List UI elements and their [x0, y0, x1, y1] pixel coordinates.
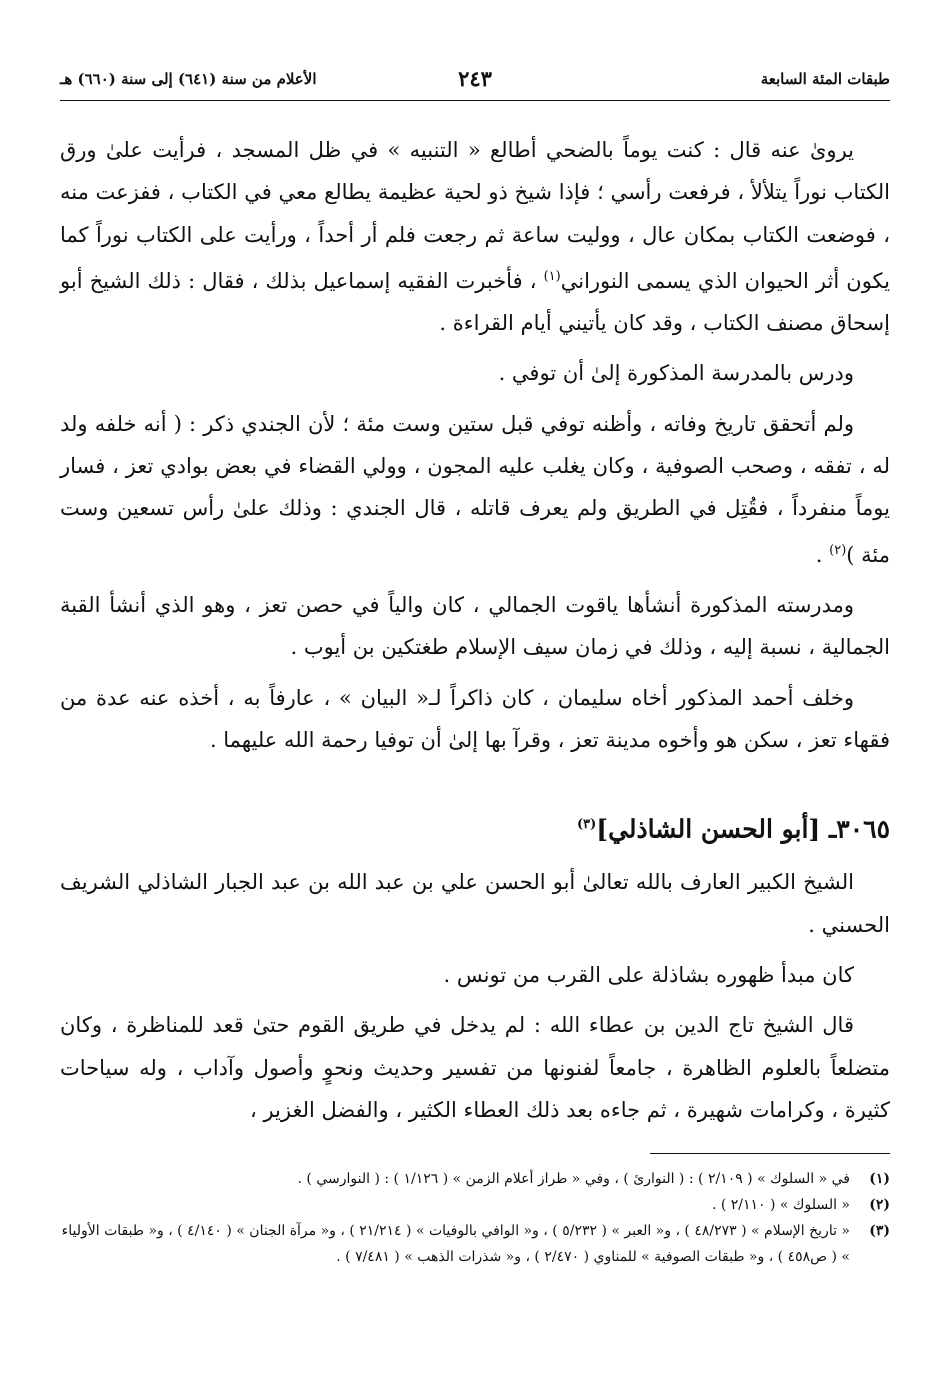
footnote-text: في « السلوك » ( ٢/١٠٩ ) : ( النوارئ ) ، وفي « طراز أعلام الزمن » ( ١/١٢٦ ) : ( النوارسي ) . — [297, 1171, 850, 1188]
paragraph: ودرس بالمدرسة المذكورة إلىٰ أن توفي . — [498, 361, 854, 386]
page-number: ٢٤٣ — [458, 66, 492, 91]
footnotes — [60, 1166, 890, 1270]
footnote-marker[interactable]: (٢) — [829, 542, 847, 558]
main-text — [60, 129, 890, 1131]
paragraph: ولم أتحقق تاريخ وفاته ، وأظنه توفي قبل ستين وست مئة ؛ لأن الجندي ذكر : ( أنه خلفه ولد له ، تفقه ، وصحب الصوفية ، وكان يغلب عليه المجون ، وولي القضاء في بعض بوادي تعز ، فسار يوماً منفرداً ، فقُتِل في الطريق ولم يعرف قاتله ، قال الجندي : وذلك علىٰ رأس تسعين وست مئة )$^{(٢)}$ . — [60, 411, 891, 567]
paragraph: الشيخ الكبير العارف بالله تعالىٰ أبو الحسن علي بن عبد الله بن عبد الجبار الشاذلي الشريف الحسني . — [60, 870, 890, 937]
footnote — [60, 1192, 890, 1218]
footnote-divider — [650, 1153, 890, 1154]
book-page — [60, 66, 890, 1270]
footnote-text: « تاريخ الإسلام » ( ٤٨/٢٧٣ ) ، و« العبر » ( ٥/٢٣٢ ) ، و« الوافي بالوفيات » ( ٢١/٢١٤ ) ، و« مرآة الجنان » ( ٤/١٤٠ ) ، و« طبقات الأولياء » ( ص٤٥٨ ) ، و« طبقات الصوفية » للمناوي ( ٢/٤٧٠ ) ، و« شذرات الذهب » ( ٧/٤٨١ ) . — [61, 1223, 850, 1266]
footnote-marker[interactable]: (١) — [543, 268, 561, 284]
footnote-text: « السلوك » ( ٢/١١٠ ) . — [711, 1197, 850, 1214]
footnote — [60, 1166, 890, 1192]
footnote-marker[interactable]: (٣) — [576, 817, 597, 833]
paragraph: وخلف أحمد المذكور أخاه سليمان ، كان ذاكراً لـ« البيان » ، عارفاً به ، أخذه عنه عدة من فقهاء تعز ، سكن هو وأخوه مدينة تعز ، وقرآ بها إلىٰ أن توفيا رحمة الله عليهما . — [60, 685, 890, 752]
paragraph: قال الشيخ تاج الدين بن عطاء الله : لم يدخل في طريق القوم حتىٰ قعد للمناظرة ، وكان متضلعاً بالعلوم الظاهرة ، جامعاً لفنونها من تفسير وحديث ونحوٍ وأصول وآداب ، وله سياحات كثيرة ، وكرامات شهيرة ، ثم جاءه بعد ذلك العطاء الكثير ، والفضل الغزير ، — [60, 1013, 890, 1122]
running-header — [60, 66, 890, 101]
paragraph: كان مبدأ ظهوره بشاذلة على القرب من تونس . — [443, 963, 854, 988]
paragraph: ومدرسته المذكورة أنشأها ياقوت الجمالي ، كان والياً في حصن تعز ، وهو الذي أنشأ القبة الجمالية ، نسبة إليه ، وذلك في زمان سيف الإسلام طغتكين بن أيوب . — [60, 592, 890, 660]
header-section-title: طبقات المئة السابعة — [760, 70, 890, 88]
paragraph: يروىٰ عنه قال : كنت يوماً بالضحي أطالع « التنبيه » في ظل المسجد ، فرأيت علىٰ ورق الكتاب نوراً يتلألأ ، فرفعت رأسي ؛ فإذا شيخ ذو لحية عظيمة يطالع معي في الكتاب ، ففزعت منه ، فوضعت الكتاب بمكان عال ، ووليت ساعة ثم رجعت فلم أر أحداً ، ورأيت على الكتاب نوراً كما يكون أثر الحيوان الذي يسمى النوراني$^{(١)}$ ، فأخبرت الفقيه إسماعيل بذلك ، فقال : ذلك الشيخ أبو إسحاق مصنف الكتاب ، وقد كان يأتيني أيام القراءة . — [60, 138, 890, 336]
footnote-number: (٢) — [869, 1197, 890, 1214]
footnote-number: (١) — [869, 1171, 890, 1188]
footnote-number: (٣) — [869, 1223, 890, 1240]
header-year-range: الأعلام من سنة (٦٤١) إلى سنة (٦٦٠) هـ — [60, 70, 317, 88]
footnote — [60, 1218, 890, 1270]
entry-title: ٣٠٦٥ـ [أبو الحسن الشاذلي]$^{(٣)}$ — [576, 814, 890, 844]
